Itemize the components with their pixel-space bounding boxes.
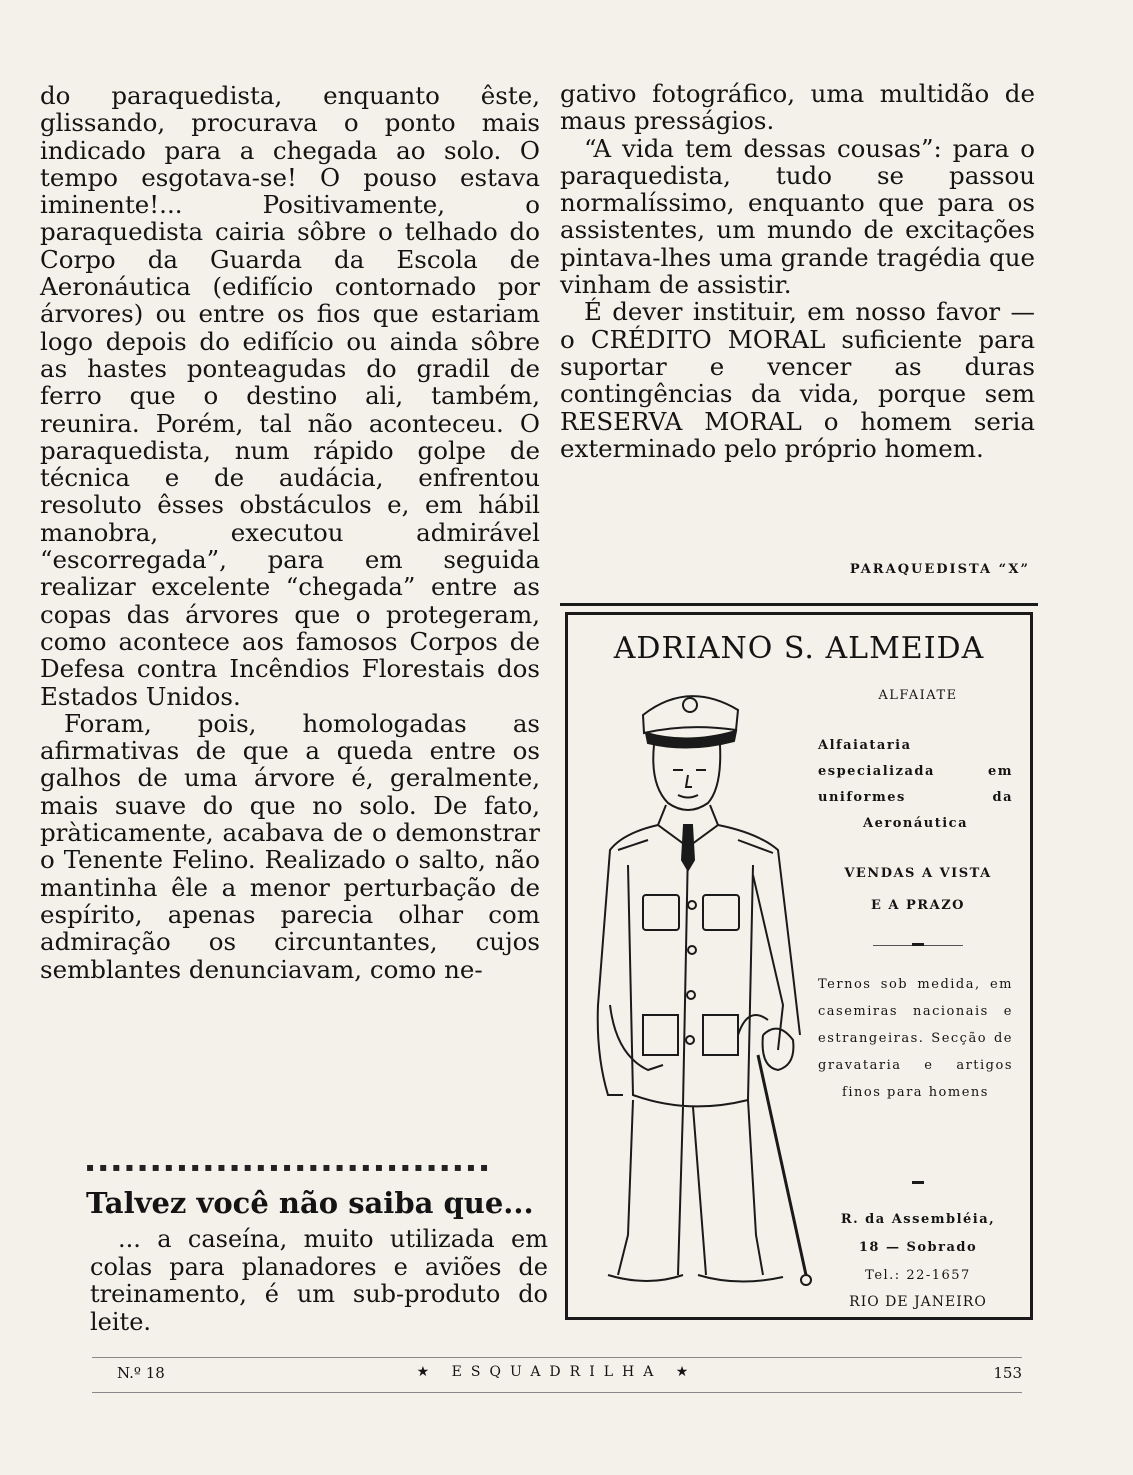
ad-divider-mark-1 — [912, 943, 924, 946]
author-signature: PARAQUEDISTA “X” — [849, 562, 1030, 577]
footer-magazine-title: ★ ESQUADRILHA ★ — [416, 1364, 698, 1380]
tip-text: ... a caseína, muito utilizada em colas para planadores e aviões de treinamento, é um sub-produto do leite. — [90, 1225, 548, 1336]
ad-address-line-1: R. da Assembléia, — [840, 1212, 996, 1227]
left-paragraph-2: Foram, pois, homologadas as afirmativas de que a queda entre os galhos de uma árvore é, geralmente, mais suave do que no solo. De fato, pràticamente, acabava de o demonstrar o Tenente Felino. Realizado o salto, não mantinha êle a menor perturbação de espírito, apenas parecia olhar com admiração os circuntantes, cujos semblantes denunciavam, como ne- — [40, 708, 540, 984]
footer-page-number: 153 — [993, 1364, 1022, 1382]
right-paragraph-3: É dever instituir, em nosso favor — o CRÉDITO MORAL suficiente para suportar e vencer as duras contingências da vida, porque sem RESERVA MORAL o homem seria exterminado pelo próprio homem. — [560, 297, 1035, 463]
tip-body — [90, 1226, 548, 1336]
footer-issue-number: N.º 18 — [117, 1364, 165, 1382]
ad-offer: Ternos sob medida, em casemiras nacionais e estrangeiras. Secção de gravataria e artigos finos para homens — [818, 977, 1013, 1100]
right-paragraph-1: gativo fotográfico, uma multidão de maus presságios. — [560, 79, 1035, 136]
ad-sales-line-1: VENDAS A VISTA — [844, 866, 992, 881]
ad-divider-mark-2 — [912, 1181, 924, 1184]
ad-specialty: Alfaiataria especializada em uniformes da Aeronáutica — [818, 738, 1013, 831]
page-footer — [92, 1364, 1022, 1388]
left-column — [40, 82, 540, 983]
ad-phone: Tel.: 22-1657 — [865, 1268, 971, 1283]
ad-name: ADRIANO S. ALMEIDA — [613, 631, 985, 666]
footer-top-rule — [92, 1357, 1022, 1358]
left-paragraph-1: do paraquedista, enquanto êste, glissando, procurava o ponto mais indicado para a chegada ao solo. O tempo esgotava-se! O pouso estava iminente!... Positivamente, o paraquedista cairia sôbre o telhado do Corpo da Guarda da Escola de Aeronáutica (edifício contornado por árvores) ou entre os fios que estariam logo depois do edifício ou ainda sôbre as hastes ponteagudas do gradil de ferro que o destino ali, também, reunira. Porém, tal não aconteceu. O paraquedista, num rápido golpe de técnica e de audácia, enfrentou resoluto êsses obstáculos e, em hábil manobra, executou admirável “escorregada”, para em seguida realizar excelente “chegada” entre as copas das árvores que o protegeram, como acontece aos famosos Corpos de Defesa contra Incêndios Florestais dos Estados Unidos. — [40, 81, 540, 711]
tip-title: Talvez você não saiba que... — [86, 1186, 534, 1220]
ad-address-line-2: 18 — Sobrado — [858, 1240, 978, 1255]
right-paragraph-2: “A vida tem dessas cousas”: para o paraquedista, tudo se passou normalíssimo, enquanto que para os assistentes, um mundo de excitações pintava-lhes uma grande tragédia que vinham de assistir. — [560, 133, 1035, 300]
advertisement — [565, 612, 1033, 1320]
ad-top-rule — [560, 603, 1038, 606]
right-column — [560, 80, 1035, 462]
ad-city: RIO DE JANEIRO — [849, 1294, 987, 1310]
ad-sales-line-2: E A PRAZO — [870, 898, 966, 913]
tip-divider: ▪▪▪▪▪▪▪▪▪▪▪▪▪▪▪▪▪▪▪▪▪▪▪▪▪▪▪▪▪▪▪ — [86, 1160, 494, 1174]
uniformed-officer-illustration — [588, 675, 818, 1315]
footer-bottom-rule — [92, 1392, 1022, 1393]
ad-profession: ALFAIATE — [878, 688, 958, 703]
